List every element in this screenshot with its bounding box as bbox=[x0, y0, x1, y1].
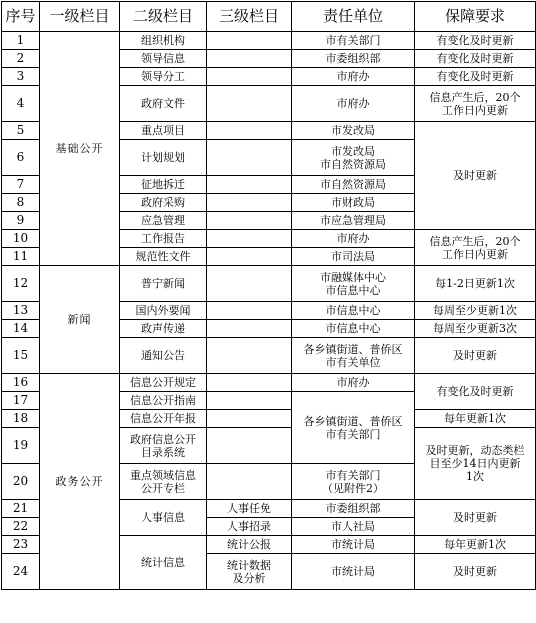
level3-cell bbox=[207, 176, 292, 194]
row-number: 7 bbox=[2, 176, 40, 194]
unit-cell: 市府办 bbox=[292, 374, 415, 392]
unit-cell: 市人社局 bbox=[292, 518, 415, 536]
row-number: 22 bbox=[2, 518, 40, 536]
level3-cell bbox=[207, 464, 292, 500]
requirement-cell: 有变化及时更新 bbox=[415, 68, 536, 86]
row-number: 13 bbox=[2, 302, 40, 320]
unit-cell: 市有关部门 bbox=[292, 32, 415, 50]
level2-cell: 通知公告 bbox=[120, 338, 207, 374]
requirement-cell: 有变化及时更新 bbox=[415, 50, 536, 68]
level2-cell: 组织机构 bbox=[120, 32, 207, 50]
level3-cell bbox=[207, 140, 292, 176]
unit-cell: 市融媒体中心 市信息中心 bbox=[292, 266, 415, 302]
level2-cell: 政府采购 bbox=[120, 194, 207, 212]
row-number: 9 bbox=[2, 212, 40, 230]
level2-cell: 政府信息公开 目录系统 bbox=[120, 428, 207, 464]
unit-cell: 市自然资源局 bbox=[292, 176, 415, 194]
level3-cell bbox=[207, 428, 292, 464]
level2-cell: 规范性文件 bbox=[120, 248, 207, 266]
level3-cell bbox=[207, 122, 292, 140]
row-number: 6 bbox=[2, 140, 40, 176]
unit-cell: 市统计局 bbox=[292, 536, 415, 554]
level1-affairs: 政务公开 bbox=[40, 374, 120, 590]
level3-cell bbox=[207, 248, 292, 266]
unit-cell: 市信息中心 bbox=[292, 302, 415, 320]
header-serial: 序号 bbox=[2, 2, 40, 32]
level2-cell: 重点项目 bbox=[120, 122, 207, 140]
level3-cell bbox=[207, 230, 292, 248]
level3-cell: 统计公报 bbox=[207, 536, 292, 554]
row-number: 14 bbox=[2, 320, 40, 338]
unit-cell: 市委组织部 bbox=[292, 500, 415, 518]
requirement-cell: 每年更新1次 bbox=[415, 410, 536, 428]
level2-cell: 政府文件 bbox=[120, 86, 207, 122]
level3-cell: 统计数据 及分析 bbox=[207, 554, 292, 590]
requirement-cell: 信息产生后，20个 工作日内更新 bbox=[415, 86, 536, 122]
level2-cell: 工作报告 bbox=[120, 230, 207, 248]
row-number: 18 bbox=[2, 410, 40, 428]
unit-cell: 市委组织部 bbox=[292, 50, 415, 68]
row-number: 11 bbox=[2, 248, 40, 266]
row-number: 4 bbox=[2, 86, 40, 122]
requirement-cell: 每年更新1次 bbox=[415, 536, 536, 554]
level2-cell: 计划规划 bbox=[120, 140, 207, 176]
requirement-cell: 及时更新 bbox=[415, 554, 536, 590]
requirement-cell: 每周至少更新1次 bbox=[415, 302, 536, 320]
level3-cell bbox=[207, 212, 292, 230]
level2-cell: 国内外要闻 bbox=[120, 302, 207, 320]
level3-cell bbox=[207, 68, 292, 86]
header-requirement: 保障要求 bbox=[415, 2, 536, 32]
unit-cell: 市府办 bbox=[292, 68, 415, 86]
row-number: 21 bbox=[2, 500, 40, 518]
table-row bbox=[2, 266, 536, 302]
level2-cell: 信息公开规定 bbox=[120, 374, 207, 392]
requirement-cell: 有变化及时更新 bbox=[415, 32, 536, 50]
row-number: 15 bbox=[2, 338, 40, 374]
row-number: 12 bbox=[2, 266, 40, 302]
row-number: 8 bbox=[2, 194, 40, 212]
level2-cell: 重点领域信息 公开专栏 bbox=[120, 464, 207, 500]
level3-cell bbox=[207, 302, 292, 320]
unit-cell: 市发改局 bbox=[292, 122, 415, 140]
header-level1: 一级栏目 bbox=[40, 2, 120, 32]
table-row bbox=[2, 374, 536, 392]
header-row bbox=[2, 2, 536, 32]
unit-cell: 市司法局 bbox=[292, 248, 415, 266]
level2-cell: 信息公开指南 bbox=[120, 392, 207, 410]
level3-cell bbox=[207, 50, 292, 68]
requirement-merged: 及时更新，动态类栏 目至少14日内更新 1次 bbox=[415, 428, 536, 500]
level2-cell: 征地拆迁 bbox=[120, 176, 207, 194]
requirement-merged: 及时更新 bbox=[415, 500, 536, 536]
row-number: 16 bbox=[2, 374, 40, 392]
requirement-merged: 信息产生后，20个 工作日内更新 bbox=[415, 230, 536, 266]
row-number: 5 bbox=[2, 122, 40, 140]
unit-cell: 市府办 bbox=[292, 230, 415, 248]
level2-merged: 统计信息 bbox=[120, 536, 207, 590]
row-number: 10 bbox=[2, 230, 40, 248]
level3-cell bbox=[207, 86, 292, 122]
unit-merged: 各乡镇街道、普侨区 市有关部门 bbox=[292, 392, 415, 464]
requirement-cell: 每周至少更新3次 bbox=[415, 320, 536, 338]
unit-cell: 市有关部门 （见附件2） bbox=[292, 464, 415, 500]
table-row bbox=[2, 32, 536, 50]
unit-cell: 市发改局 市自然资源局 bbox=[292, 140, 415, 176]
level3-cell: 人事任免 bbox=[207, 500, 292, 518]
row-number: 24 bbox=[2, 554, 40, 590]
row-number: 2 bbox=[2, 50, 40, 68]
level3-cell bbox=[207, 338, 292, 374]
requirement-merged: 有变化及时更新 bbox=[415, 374, 536, 410]
level3-cell bbox=[207, 266, 292, 302]
column-responsibility-table bbox=[1, 1, 536, 590]
level1-basic: 基础公开 bbox=[40, 32, 120, 266]
row-number: 1 bbox=[2, 32, 40, 50]
row-number: 19 bbox=[2, 428, 40, 464]
level2-cell: 应急管理 bbox=[120, 212, 207, 230]
unit-cell: 市信息中心 bbox=[292, 320, 415, 338]
level3-cell bbox=[207, 392, 292, 410]
unit-cell: 市财政局 bbox=[292, 194, 415, 212]
level3-cell bbox=[207, 374, 292, 392]
level2-cell: 信息公开年报 bbox=[120, 410, 207, 428]
unit-cell: 市统计局 bbox=[292, 554, 415, 590]
unit-cell: 市应急管理局 bbox=[292, 212, 415, 230]
level3-cell bbox=[207, 320, 292, 338]
requirement-cell: 及时更新 bbox=[415, 338, 536, 374]
unit-cell: 市府办 bbox=[292, 86, 415, 122]
header-level3: 三级栏目 bbox=[207, 2, 292, 32]
unit-cell: 各乡镇街道、普侨区 市有关单位 bbox=[292, 338, 415, 374]
requirement-merged: 及时更新 bbox=[415, 122, 536, 230]
row-number: 17 bbox=[2, 392, 40, 410]
level3-cell bbox=[207, 32, 292, 50]
level2-merged: 人事信息 bbox=[120, 500, 207, 536]
header-level2: 二级栏目 bbox=[120, 2, 207, 32]
row-number: 3 bbox=[2, 68, 40, 86]
level3-cell bbox=[207, 410, 292, 428]
row-number: 20 bbox=[2, 464, 40, 500]
level2-cell: 领导分工 bbox=[120, 68, 207, 86]
level3-cell bbox=[207, 194, 292, 212]
level3-cell: 人事招录 bbox=[207, 518, 292, 536]
header-unit: 责任单位 bbox=[292, 2, 415, 32]
level2-cell: 领导信息 bbox=[120, 50, 207, 68]
level2-cell: 普宁新闻 bbox=[120, 266, 207, 302]
level2-cell: 政声传递 bbox=[120, 320, 207, 338]
level1-news: 新闻 bbox=[40, 266, 120, 374]
requirement-cell: 每1-2日更新1次 bbox=[415, 266, 536, 302]
row-number: 23 bbox=[2, 536, 40, 554]
